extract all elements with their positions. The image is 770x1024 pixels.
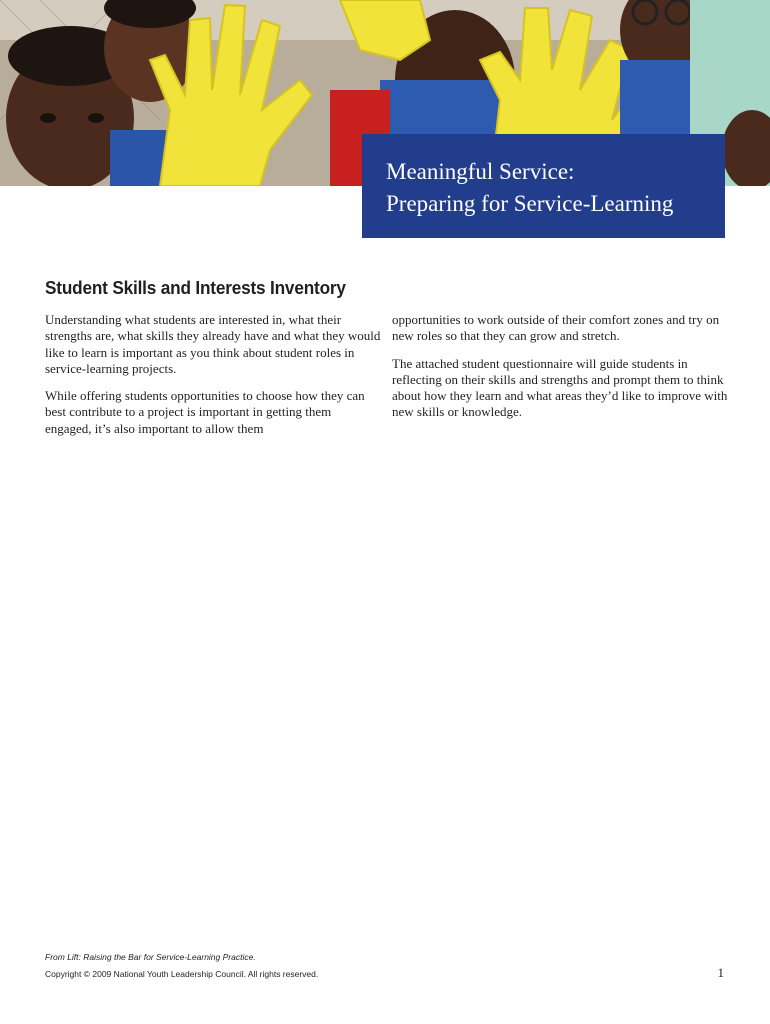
paragraph: Understanding what students are interested in, what their strengths are, what skills they already have and what they would like to learn is important as you think about student roles in service-learning projects. [45,312,381,376]
page-number: 1 [717,965,724,980]
section-heading: Student Skills and Interests Inventory [45,277,346,298]
title-box [362,134,725,238]
footer-source: From Lift: Raising the Bar for Service-Learning Practice. [45,952,256,962]
paragraph: The attached student questionnaire will guide students in reflecting on their skills and strengths and prompt them to think about how they learn and what areas they’d like to improve with new skills or knowledge. [392,355,728,420]
page-title-line-1: Meaningful Service: [386,159,575,184]
paragraph: opportunities to work outside of their comfort zones and try on new roles so that they can grow and stretch. [392,312,720,344]
page-title-line-2: Preparing for Service-Learning [386,191,674,216]
left-column [45,312,381,448]
paragraph: While offering students opportunities to choose how they can best contribute to a project is important in getting them engaged, it’s also important to allow them [45,388,365,436]
right-column [392,312,728,432]
footer-copyright: Copyright © 2009 National Youth Leadership Council. All rights reserved. [45,969,319,979]
